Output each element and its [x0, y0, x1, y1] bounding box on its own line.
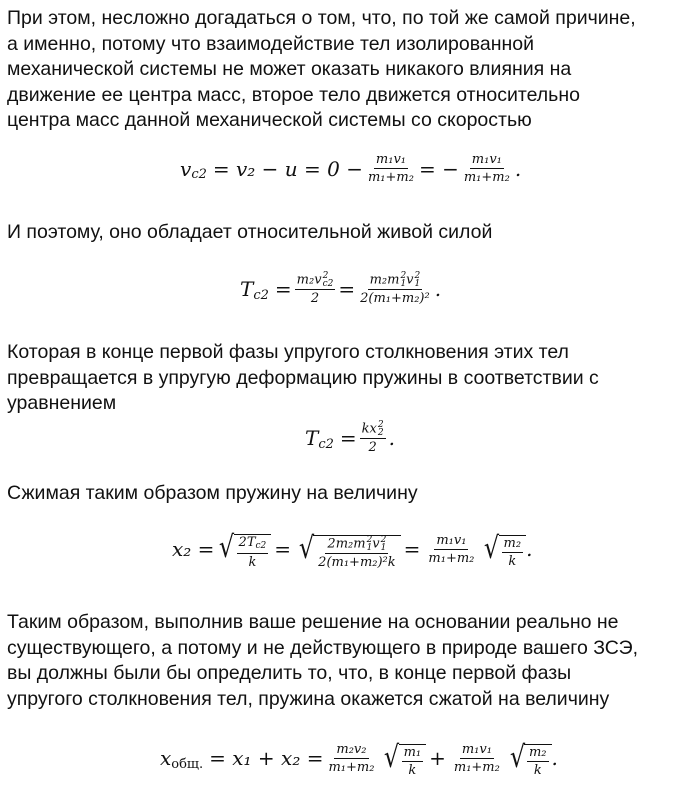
text-line: Таким образом, выполнив ваше решение на основании реально не	[7, 611, 619, 633]
numerator: m₂	[528, 745, 547, 760]
denominator: k	[408, 763, 417, 778]
denominator: m₁+m₂	[428, 550, 475, 566]
formula-text: .	[434, 277, 442, 301]
numerator	[295, 272, 336, 290]
formula-text: .	[526, 537, 533, 561]
superscript: 2	[322, 271, 329, 281]
denominator: 2	[310, 291, 320, 306]
formula-text: x₂ =	[172, 537, 215, 561]
numerator	[360, 421, 386, 439]
formula-text: =	[274, 537, 292, 561]
formula-text: 2m₂m	[327, 536, 366, 551]
numerator: m₂	[503, 536, 522, 551]
superscript: 2	[366, 534, 373, 545]
fraction	[295, 272, 336, 306]
text-line: превращается в упругую деформацию пружины в соответствии с	[7, 366, 599, 389]
denominator: m₁+m₂	[453, 759, 500, 775]
superscript: 2	[414, 271, 421, 281]
paragraph-2	[7, 220, 492, 246]
denominator: k	[508, 554, 517, 569]
fraction	[358, 272, 432, 306]
denominator: 2(m₁+m₂)²	[360, 291, 430, 306]
numerator: m₂v₂	[336, 741, 367, 757]
denominator: k	[533, 763, 542, 778]
formula-subscript: c2	[318, 436, 334, 452]
formula-symbol: T	[240, 277, 254, 301]
numerator	[237, 535, 269, 554]
formula-symbol: T	[305, 426, 319, 450]
formula-text: =	[338, 277, 356, 301]
formula-subscript: c2	[253, 287, 269, 303]
formula-text: m₂m	[369, 272, 400, 288]
formula-text: 2T	[238, 535, 256, 550]
formula-tc2	[240, 272, 441, 306]
fraction	[402, 745, 424, 778]
paragraph-4	[7, 481, 418, 507]
superscript: 2	[380, 534, 387, 545]
formula-text: .	[388, 426, 395, 450]
denominator: 2(m₁+m₂)²k	[318, 554, 396, 570]
numerator: m₁v₁	[471, 152, 502, 167]
denominator: k	[248, 555, 257, 570]
text-line: И поэтому, оно обладает относительной живой силой	[7, 221, 493, 243]
subscript: 2	[377, 428, 384, 438]
text-line: существующего, а потому и не действующего в природе вашего ЗСЭ,	[7, 636, 639, 659]
fraction	[316, 536, 397, 570]
fraction	[502, 536, 524, 569]
text-line: центра масс данной механической системы со скоростью	[7, 109, 532, 131]
formula-text: = v₂ − u = 0 −	[212, 156, 363, 181]
superscript: 2	[400, 271, 407, 281]
subscript: 1	[380, 542, 387, 553]
formula-subscript: c2	[191, 167, 207, 182]
formula-symbol: x	[160, 746, 172, 770]
fraction	[237, 535, 269, 570]
fraction	[426, 533, 476, 566]
text-line: движение ее центра масс, второе тело движется относительно	[7, 83, 580, 106]
formula-text: v	[406, 272, 414, 288]
subscript: c2	[255, 541, 267, 551]
formula-spring-energy	[305, 421, 395, 455]
formula-text: v	[372, 536, 380, 551]
text-line: Сжимая таким образом пружину на величину	[7, 482, 418, 504]
fraction	[326, 742, 376, 775]
denominator: m₁+m₂	[463, 170, 510, 185]
square-root: √ $\frac{\text{m₁}}{k}$	[382, 738, 426, 778]
formula-text: = x₁ + x₂ =	[209, 746, 324, 770]
superscript: 2	[377, 420, 384, 430]
formula-text: .	[551, 746, 558, 770]
fraction	[366, 152, 416, 185]
text-line: а именно, потому что взаимодействие тел изолированной	[7, 32, 534, 55]
text-line: уравнением	[7, 392, 117, 414]
formula-text: kx	[361, 421, 377, 437]
subscript: 1	[414, 279, 421, 289]
formula-text: =	[274, 277, 292, 301]
fraction	[360, 421, 386, 455]
text-line: упругого столкновения тел, пружина окажется сжатой на величину	[7, 687, 610, 710]
formula-x-total	[160, 738, 558, 778]
numerator: m₁v₁	[375, 152, 407, 167]
text-line: Которая в конце первой фазы упругого столкновения этих тел	[7, 341, 569, 363]
formula-vc2	[180, 152, 521, 185]
denominator: 2	[368, 440, 377, 455]
formula-text: .	[514, 156, 522, 181]
paragraph-1	[7, 6, 636, 134]
fraction	[527, 745, 549, 778]
formula-text: m₂v	[296, 272, 322, 288]
formula-symbol: v	[180, 156, 192, 181]
formula-subscript: общ.	[171, 756, 204, 772]
text-line: При этом, несложно догадаться о том, что, по той же самой причине,	[7, 7, 636, 29]
subscript: c2	[322, 279, 334, 289]
text-line: вы должны были бы определить то, что, в конце первой фазы	[7, 662, 572, 684]
square-root: √ $\frac{\text{m₂}}{k}$	[508, 738, 552, 778]
square-root: √ $\frac{2Tc2}{k}$	[217, 528, 271, 570]
formula-text: +	[429, 746, 446, 770]
numerator	[368, 272, 423, 290]
square-root: √ $\frac{\text{m₂}}{k}$	[482, 529, 526, 569]
fraction	[452, 742, 502, 775]
subscript: 1	[400, 279, 407, 289]
fraction	[462, 152, 512, 185]
numerator: m₁	[403, 745, 422, 760]
square-root: √ 2m₂m 2 1 v 2 1 2(m₁+m₂)²k	[297, 529, 401, 570]
denominator: m₁+m₂	[328, 759, 375, 775]
formula-text: =	[339, 426, 357, 450]
text-line: механической системы не может оказать никакого влияния на	[7, 58, 572, 80]
formula-x2	[172, 528, 532, 570]
formula-text: =	[403, 537, 421, 561]
numerator	[325, 536, 388, 554]
numerator: m₁v₁	[436, 532, 467, 548]
formula-text: = −	[418, 156, 459, 181]
subscript: 1	[366, 542, 373, 553]
paragraph-5	[7, 610, 638, 712]
denominator: m₁+m₂	[367, 170, 414, 185]
numerator: m₁v₁	[461, 741, 492, 757]
paragraph-3	[7, 340, 599, 417]
